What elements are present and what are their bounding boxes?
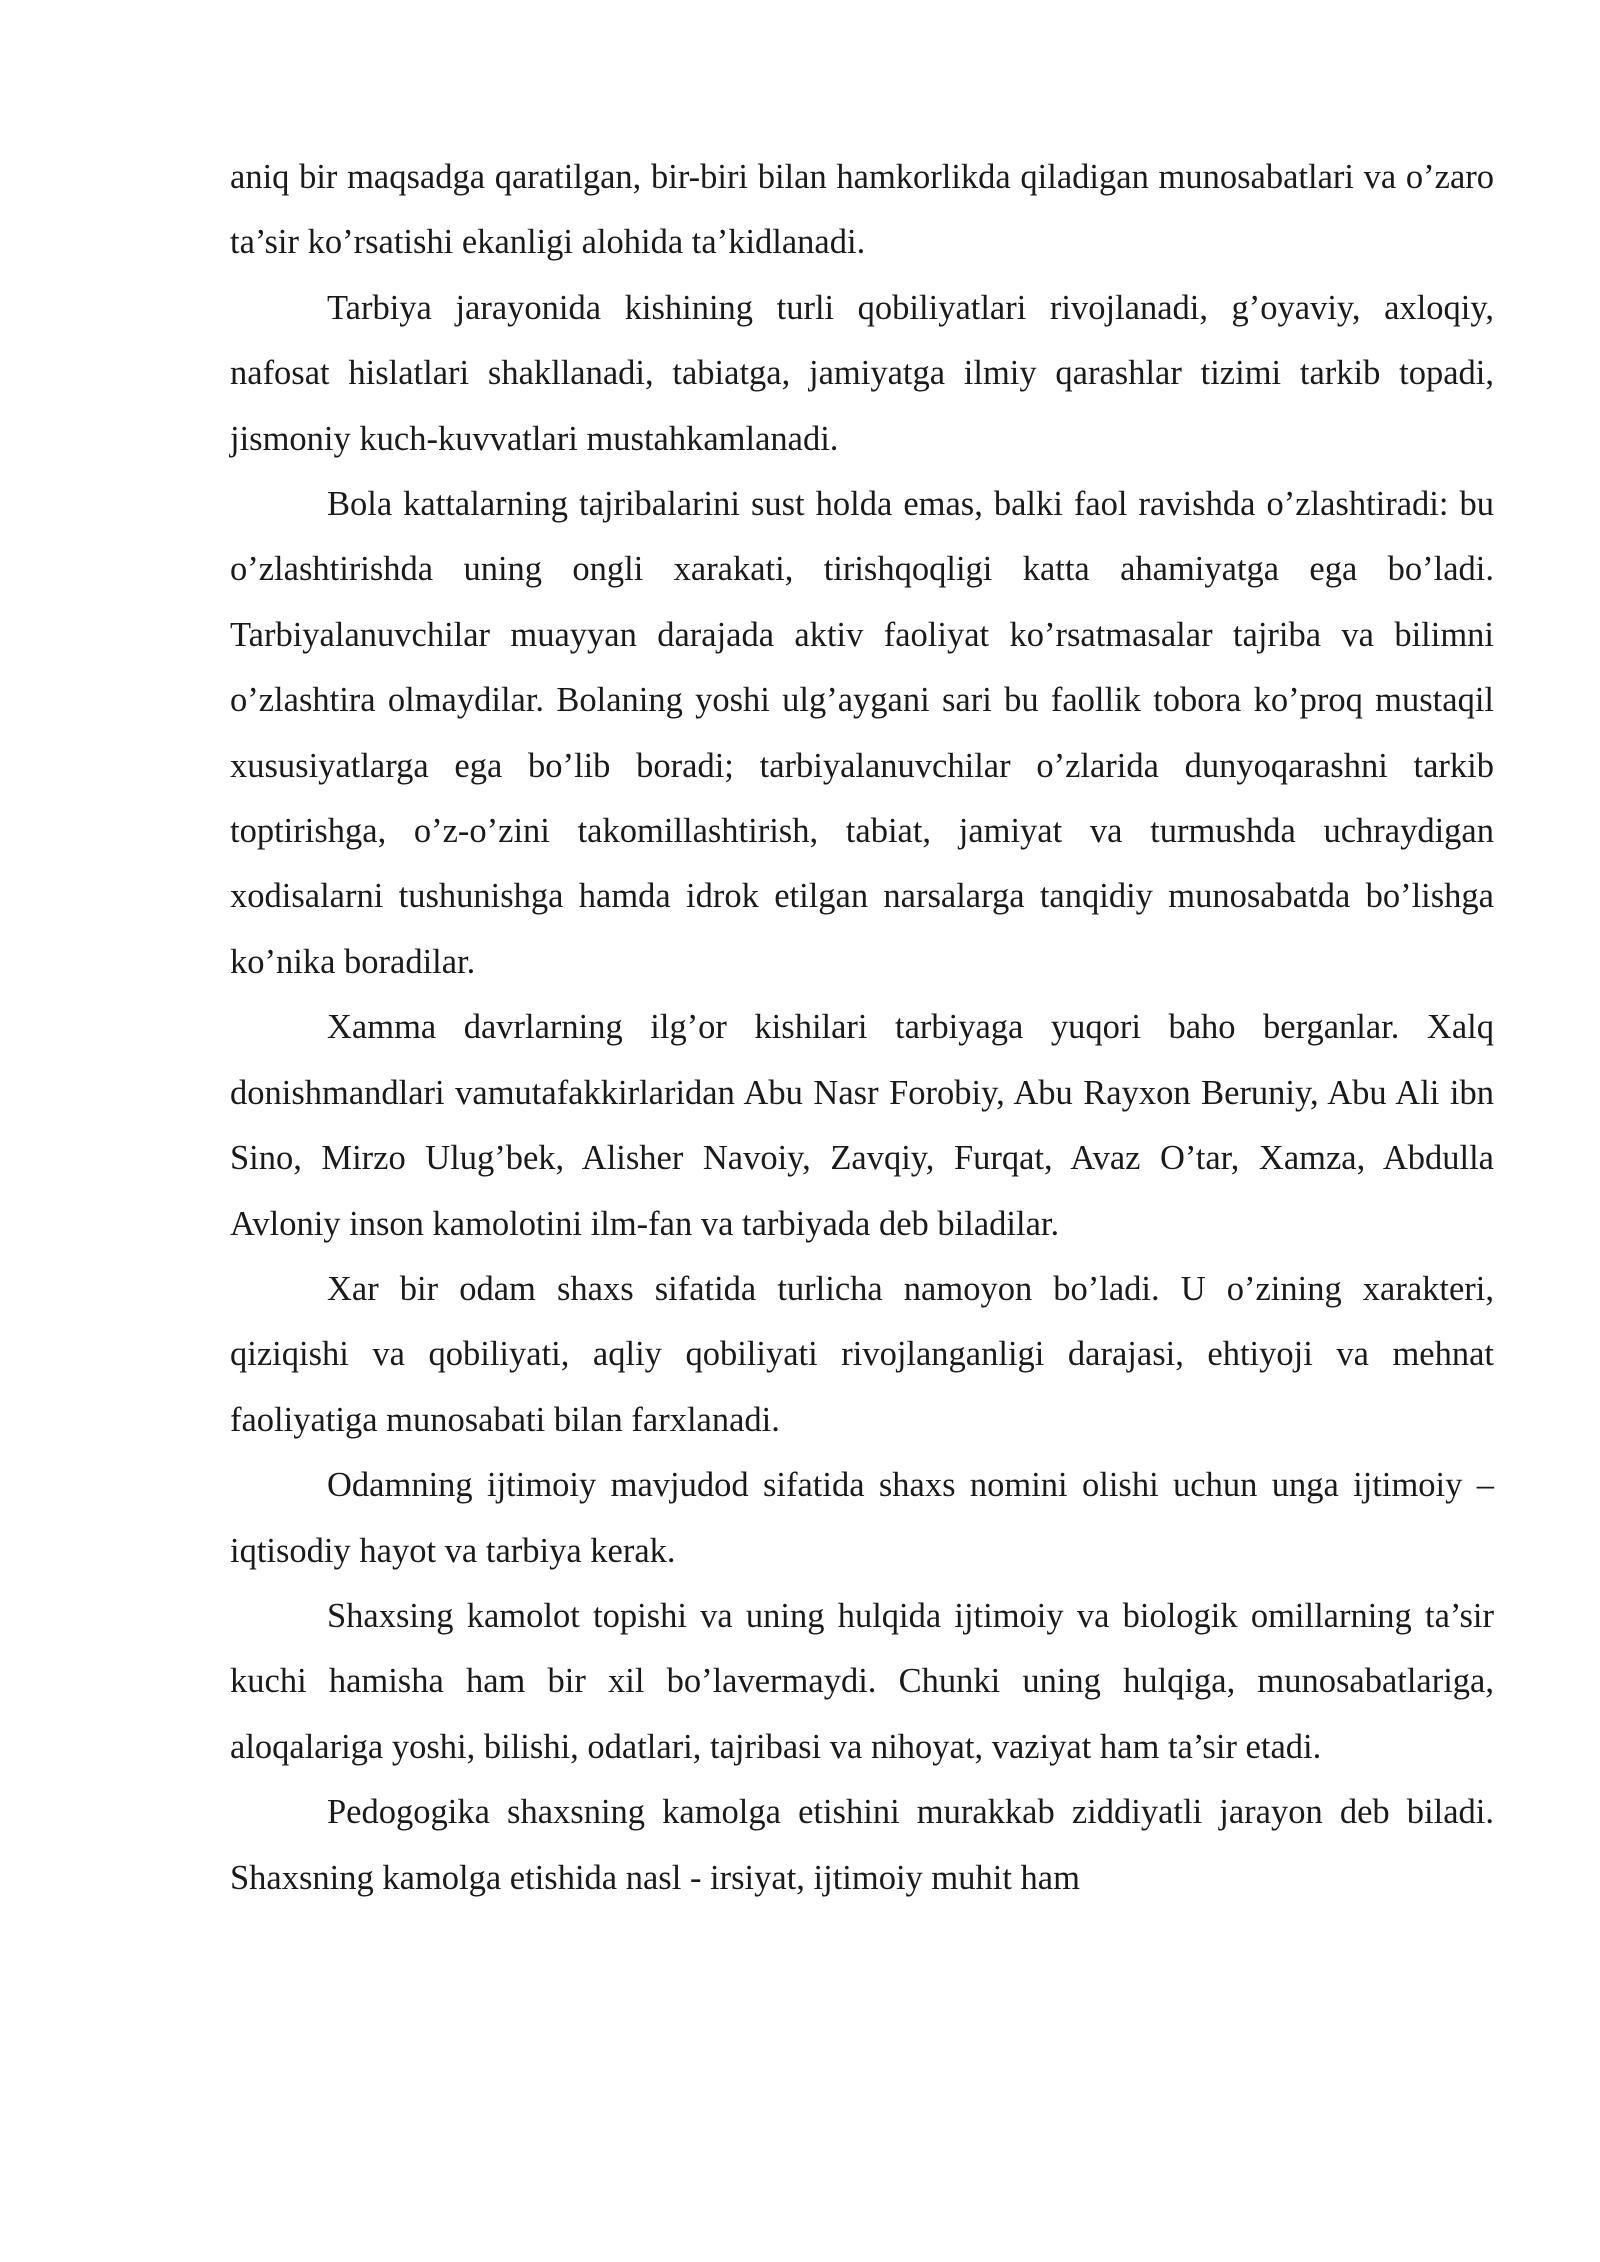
paragraph: Shaxsing kamolot topishi va uning hulqida ijtimoiy va biologik omillarning ta’sir kuchi hamisha ham bir xil bo’lavermaydi. Chunki uning hulqiga, munosabatlariga, aloqalariga yoshi, bilishi, odatlari, tajribasi va nihoyat, vaziyat ham ta’sir etadi. [230,1596,1494,1766]
paragraph: Xar bir odam shaxs sifatida turlicha namoyon bo’ladi. U o’zining xarakteri, qiziqishi va qobiliyati, aqliy qobiliyati rivojlanganligi darajasi, ehtiyoji va mehnat faoliyatiga munosabati bilan farxlanadi. [230,1269,1494,1439]
paragraph: aniq bir maqsadga qaratilgan, bir-biri bilan hamkorlikda qiladigan munosabatlari va o’zaro ta’sir ko’rsatishi ekanligi alohida ta’kidlanadi. [230,158,1494,262]
paragraph: Xamma davrlarning ilg’or kishilari tarbiyaga yuqori baho berganlar. Xalq donishmandlari vamutafakkirlaridan Abu Nasr Forobiy, Abu Rayxon Beruniy, Abu Ali ibn Sino, Mirzo Ulug’bek, Alisher Navoiy, Zavqiy, Furqat, Avaz O’tar, Xamza, Abdulla Avloniy inson kamolotini ilm-fan va tarbiyada deb biladilar. [230,1008,1494,1243]
document-body [230,145,1494,1911]
paragraph: Pedogogika shaxsning kamolga etishini murakkab ziddiyatli jarayon deb biladi. Shaxsning kamolga etishida nasl - irsiyat, ijtimoiy muhit ham [230,1793,1494,1897]
paragraph: Tarbiya jarayonida kishining turli qobiliyatlari rivojlanadi, g’oyaviy, axloqiy, nafosat hislatlari shakllanadi, tabiatga, jamiyatga ilmiy qarashlar tizimi tarkib topadi, jismoniy kuch-kuvvatlari mustahkamlanadi. [230,288,1494,458]
paragraph: Odamning ijtimoiy mavjudod sifatida shaxs nomini olishi uchun unga ijtimoiy –iqtisodiy hayot va tarbiya kerak. [230,1466,1494,1570]
paragraph: Bola kattalarning tajribalarini sust holda emas, balki faol ravishda o’zlashtiradi: bu o’zlashtirishda uning ongli xarakati, tirishqoqligi katta ahamiyatga ega bo’ladi. Tarbiyalanuvchilar muayyan darajada aktiv faoliyat ko’rsatmasalar tajriba va bilimni o’zlashtira olmaydilar. Bolaning yoshi ulg’aygani sari bu faollik tobora ko’proq mustaqil xususiyatlarga ega bo’lib boradi; tarbiyalanuvchilar o’zlarida dunyoqarashni tarkib toptirishga, o’z-o’zini takomillashtirish, tabiat, jamiyat va turmushda uchraydigan xodisalarni tushunishga hamda idrok etilgan narsalarga tanqidiy munosabatda bo’lishga ko’nika boradilar. [230,485,1494,981]
